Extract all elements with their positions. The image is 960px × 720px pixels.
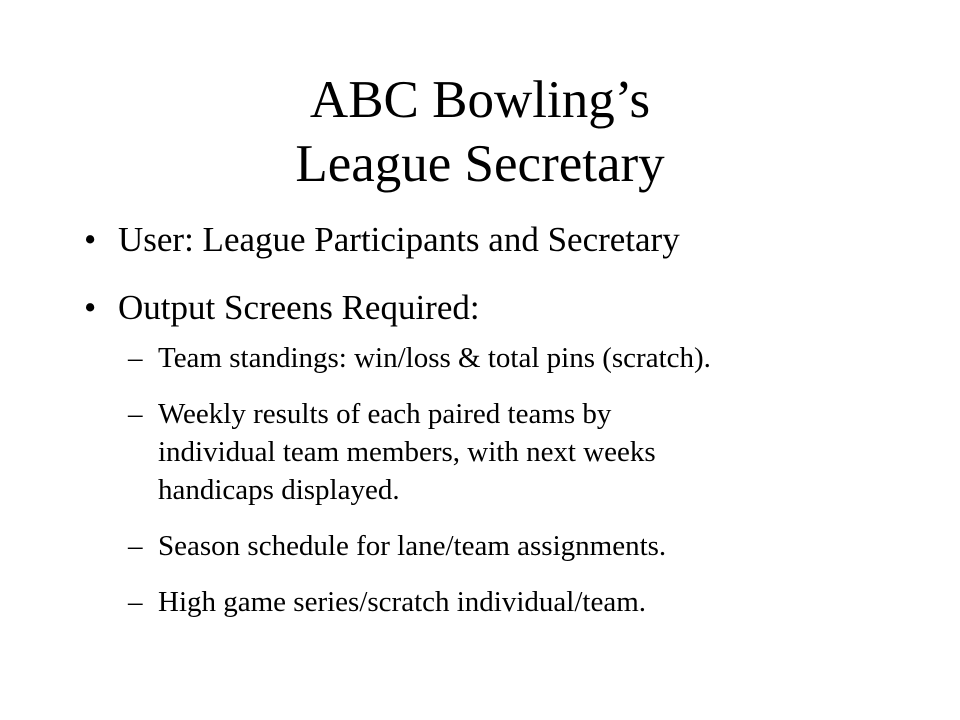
dash-mark: – xyxy=(128,398,143,430)
sub-bullet-list xyxy=(128,339,908,639)
sub-item-text-line-2: individual team members, with next weeks xyxy=(158,436,656,468)
bullet-list xyxy=(84,218,884,354)
sub-item-text: High game series/scratch individual/team. xyxy=(158,586,647,618)
bullet-item-user xyxy=(84,218,884,262)
bullet-text: User: League Participants and Secretary xyxy=(118,220,680,259)
slide-title xyxy=(0,68,960,196)
sub-item-text: Season schedule for lane/team assignments. xyxy=(158,530,667,562)
dash-mark: – xyxy=(128,586,143,618)
sub-item-team-standings xyxy=(128,339,908,377)
title-line-1: ABC Bowling’s xyxy=(309,71,651,129)
sub-item-season-schedule xyxy=(128,527,908,565)
dash-mark: – xyxy=(128,342,143,374)
sub-item-text-line-3: handicaps displayed. xyxy=(158,474,400,506)
bullet-mark: • xyxy=(84,220,97,259)
sub-item-high-game-series xyxy=(128,583,908,621)
sub-item-weekly-results xyxy=(128,395,908,509)
bullet-mark: • xyxy=(84,288,97,327)
title-line-2: League Secretary xyxy=(295,135,665,193)
dash-mark: – xyxy=(128,530,143,562)
sub-item-text: Team standings: win/loss & total pins (scratch). xyxy=(158,342,711,374)
bullet-item-output-screens xyxy=(84,286,884,330)
sub-item-text-line-1: Weekly results of each paired teams by xyxy=(158,398,612,430)
bullet-text: Output Screens Required: xyxy=(118,288,480,327)
